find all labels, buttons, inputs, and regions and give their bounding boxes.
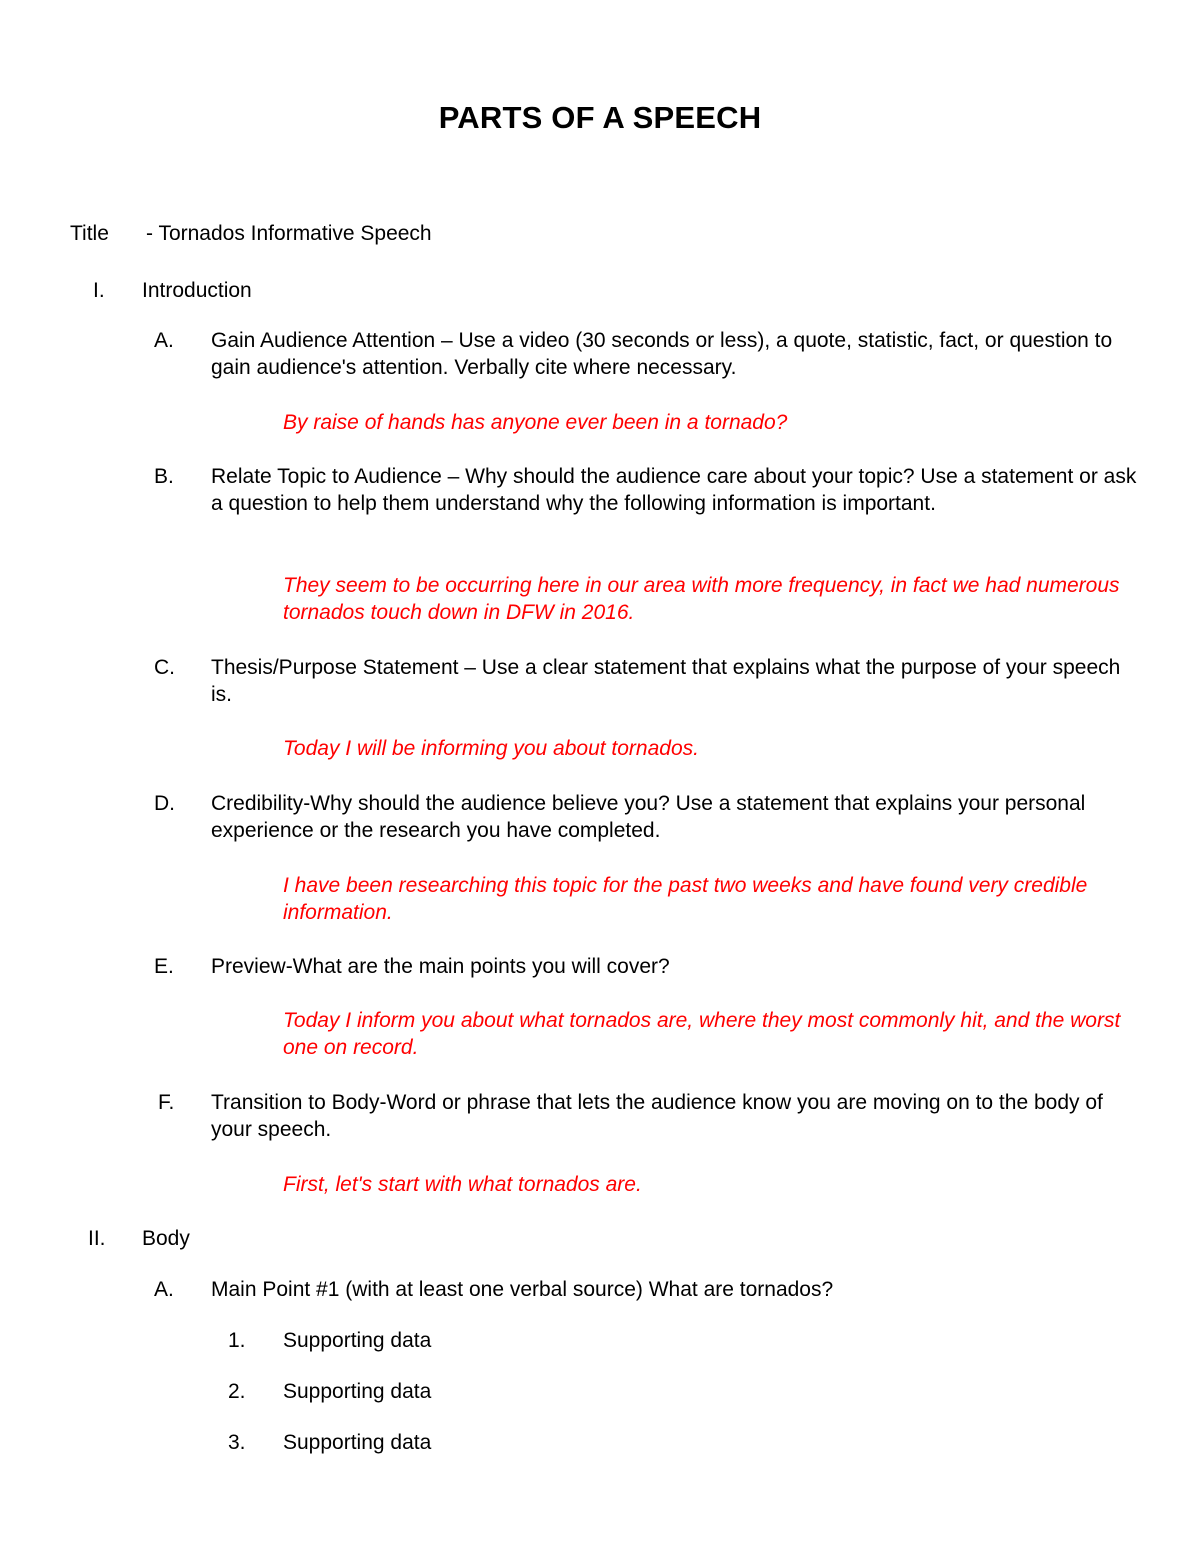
item-letter: A.: [154, 329, 174, 352]
item-description: Main Point #1 (with at least one verbal source) What are tornados?: [211, 1278, 834, 1301]
sub-item-number: 3.: [228, 1431, 246, 1454]
example-text: Today I inform you about what tornados are, where they most commonly hit, and the worst one on record.: [283, 1009, 1121, 1059]
example-text: By raise of hands has anyone ever been in a tornado?: [283, 411, 788, 434]
section-heading-introduction: Introduction: [142, 279, 252, 302]
sub-item-number: 2.: [228, 1380, 246, 1403]
section-heading-body: Body: [142, 1227, 190, 1250]
section-numeral: II.: [88, 1227, 106, 1250]
page-title: PARTS OF A SPEECH: [438, 100, 762, 135]
example-text: They seem to be occurring here in our area with more frequency, in fact we had numerous tornados touch down in DFW in 2016.: [283, 574, 1120, 624]
item-letter: B.: [154, 465, 174, 488]
item-description: Gain Audience Attention – Use a video (30 seconds or less), a quote, statistic, fact, or question to gain audience's attention. Verbally cite where necessary.: [211, 329, 1113, 379]
sub-item-text: Supporting data: [283, 1329, 432, 1352]
example-text: I have been researching this topic for the past two weeks and have found very credible information.: [283, 874, 1088, 924]
example-text: Today I will be informing you about tornados.: [283, 737, 699, 760]
item-description: Credibility-Why should the audience believe you? Use a statement that explains your personal experience or the research you have completed.: [211, 792, 1086, 842]
sub-item-number: 1.: [228, 1329, 246, 1352]
item-description: Preview-What are the main points you will cover?: [211, 955, 670, 978]
item-letter: F.: [158, 1091, 175, 1114]
sub-item-text: Supporting data: [283, 1431, 432, 1454]
sub-item-text: Supporting data: [283, 1380, 432, 1403]
title-label: Title: [70, 222, 109, 245]
title-value: - Tornados Informative Speech: [146, 222, 432, 245]
item-letter: C.: [154, 656, 175, 679]
example-text: First, let's start with what tornados are.: [283, 1173, 642, 1196]
item-letter: A.: [154, 1278, 174, 1301]
item-description: Transition to Body-Word or phrase that lets the audience know you are moving on to the body of your speech.: [211, 1091, 1103, 1141]
item-description: Thesis/Purpose Statement – Use a clear statement that explains what the purpose of your speech is.: [211, 656, 1121, 706]
item-letter: E.: [154, 955, 174, 978]
speech-title-line: [70, 222, 432, 246]
item-letter: D.: [154, 792, 175, 815]
section-numeral: I.: [93, 279, 105, 302]
item-description: Relate Topic to Audience – Why should the audience care about your topic? Use a statement or ask a question to help them understand why the following information is important.: [211, 465, 1137, 515]
